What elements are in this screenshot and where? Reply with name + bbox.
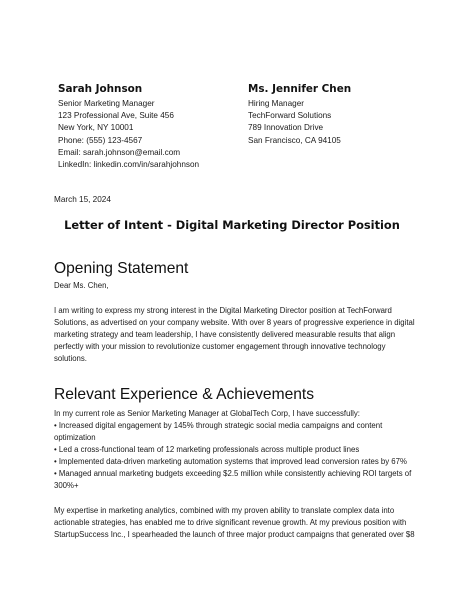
experience-paragraph: My expertise in marketing analytics, combined with my proven ability to translate complex data into actionable strategies, has enabled me to drive significant revenue growth. At my previous position with StartupSuccess Inc., I spearheaded the launch of three major product campaigns that generated over $8 <box>54 506 415 540</box>
letter-title: Letter of Intent - Digital Marketing Director Position <box>64 218 400 232</box>
recipient-company: TechForward Solutions <box>248 111 332 121</box>
achievement-item: • Increased digital engagement by 145% through strategic social media campaigns and content optimization <box>54 421 383 443</box>
sender-city: New York, NY 10001 <box>58 123 134 133</box>
recipient-block <box>248 82 428 147</box>
letter-date: March 15, 2024 <box>54 195 111 204</box>
achievement-list <box>54 420 416 493</box>
sender-email: Email: sarah.johnson@email.com <box>58 147 181 157</box>
recipient-title: Hiring Manager <box>248 99 304 108</box>
sender-street: 123 Professional Ave, Suite 456 <box>58 111 174 121</box>
achievement-item: • Led a cross-functional team of 12 marketing professionals across multiple product lines <box>54 445 360 455</box>
recipient-name: Ms. Jennifer Chen <box>248 83 352 95</box>
sender-name: Sarah Johnson <box>58 83 143 95</box>
experience-heading: Relevant Experience & Achievements <box>54 386 315 403</box>
sender-linkedin: LinkedIn: linkedin.com/in/sarahjohnson <box>58 160 200 170</box>
sender-title: Senior Marketing Manager <box>58 99 155 108</box>
sender-phone: Phone: (555) 123-4567 <box>58 135 143 145</box>
recipient-street: 789 Innovation Drive <box>248 123 324 133</box>
opening-paragraph: I am writing to express my strong interest in the Digital Marketing Director position at TechForward Solutions, as advertised on your company website. With over 8 years of progressive experience in digital marketing strategy and team leadership, I have consistently delivered measurable results that align perfectly with your mission to revolutionize customer engagement through innovative technology solutions. <box>54 306 415 364</box>
opening-heading: Opening Statement <box>54 260 189 277</box>
achievement-item: • Implemented data-driven marketing automation systems that improved lead conversion rates by 67% <box>54 457 407 467</box>
achievement-item: • Managed annual marketing budgets exceeding $2.5 million while consistently achieving ROI targets of 300%+ <box>54 469 412 491</box>
recipient-city: San Francisco, CA 94105 <box>248 135 341 145</box>
experience-intro: In my current role as Senior Marketing Manager at GlobalTech Corp, I have successfully: <box>54 409 360 418</box>
sender-block <box>58 82 238 171</box>
salutation: Dear Ms. Chen, <box>54 281 109 290</box>
